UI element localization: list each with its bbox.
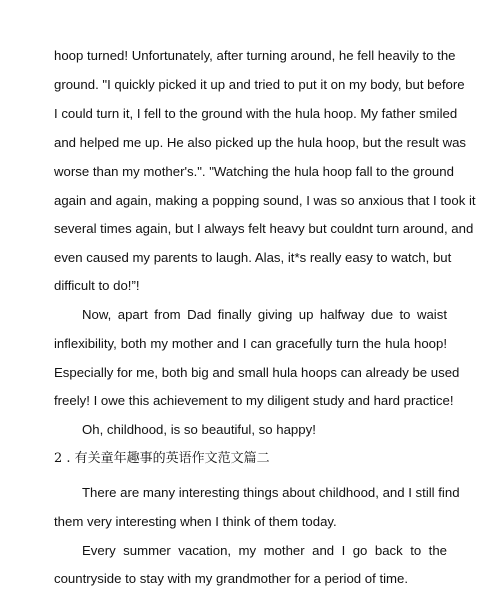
paragraph-line: difficult to do!”! [54,278,140,293]
paragraph-line: several times again, but I always felt heavy but couldnt turn around, and [54,221,474,236]
paragraph-line: Especially for me, both big and small hula hoops can already be used [54,365,460,380]
paragraph-line: countryside to stay with my grandmother for a period of time. [54,571,409,586]
paragraph-line: inflexibility, both my mother and I can gracefully turn the hula hoop! [54,336,447,351]
paragraph-line: Now, apart from Dad finally giving up halfway due to waist [82,307,447,322]
paragraph-line: Every summer vacation, my mother and I go back to the [82,543,447,558]
paragraph-line: hoop turned! Unfortunately, after turning around, he fell heavily to the [54,48,456,63]
paragraph-line: worse than my mother's.". "Watching the hula hoop fall to the ground [54,164,454,179]
paragraph-line: and helped me up. He also picked up the hula hoop, but the result was [54,135,467,150]
paragraph-line: even caused my parents to laugh. Alas, it*s really easy to watch, but [54,250,452,265]
paragraph-line: them very interesting when I think of them today. [54,514,337,529]
paragraph-line: Oh, childhood, is so beautiful, so happy! [82,422,316,437]
paragraph-line: freely! I owe this achievement to my diligent study and hard practice! [54,393,454,408]
paragraph-line: again and again, making a popping sound, I was so anxious that I took it [54,193,476,208]
section-heading: 2 . 有关童年趣事的英语作文范文篇二 [54,451,270,466]
paragraph-line: I could turn it, I fell to the ground with the hula hoop. My father smiled [54,106,458,121]
paragraph-line: ground. "I quickly picked it up and tried to put it on my body, but before [54,77,465,92]
paragraph-line: There are many interesting things about childhood, and I still find [82,485,460,500]
